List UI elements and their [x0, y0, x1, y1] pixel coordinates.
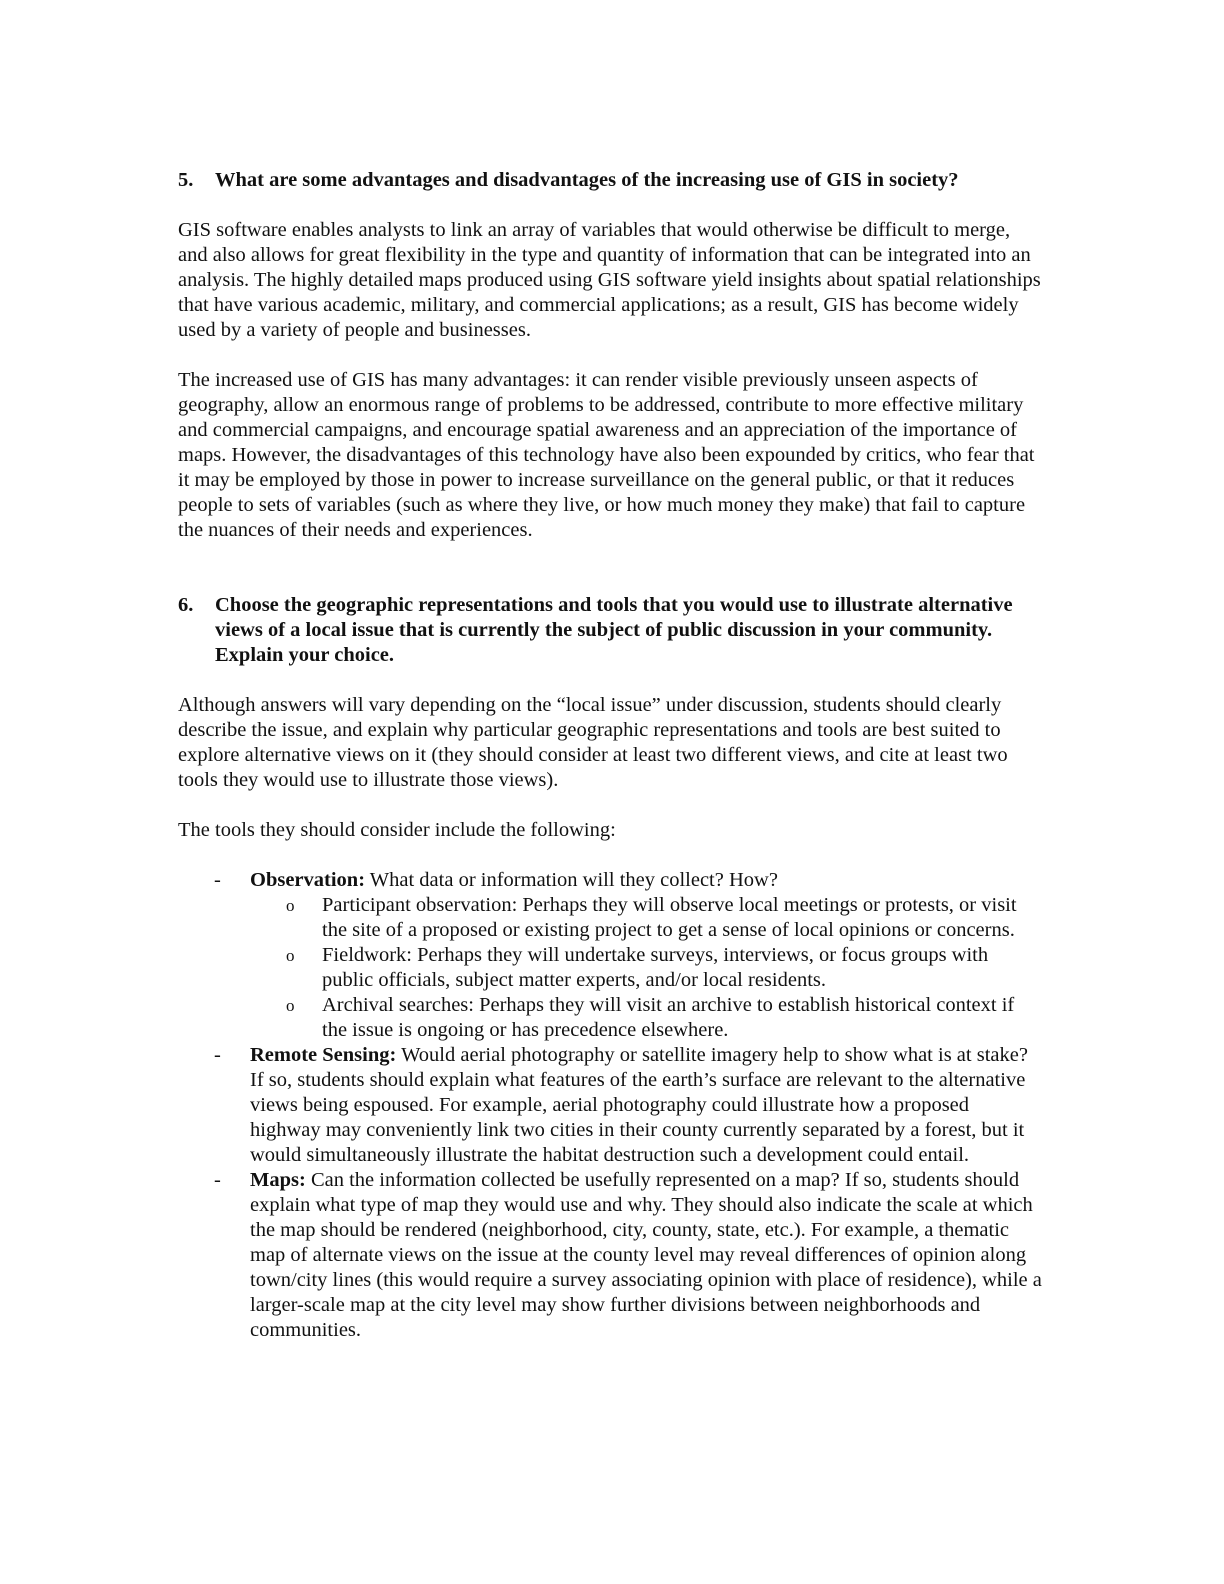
- question-number: 6.: [178, 594, 194, 616]
- tool-description: What data or information will they collect? How?: [365, 869, 778, 891]
- question-text: Choose the geographic representations and tools that you would use to illustrate alternative views of a local issue that is currently the subject of public discussion in your community. Explain your choice.: [215, 594, 1013, 666]
- sub-item-text: Participant observation: Perhaps they will observe local meetings or protests, or visit the site of a proposed or existing project to get a sense of local opinions or concerns.: [322, 894, 1017, 941]
- question-number: 5.: [178, 169, 194, 191]
- tools-list: [178, 868, 1044, 1343]
- tool-description: Can the information collected be usefully represented on a map? If so, students should explain what type of map they would use and why. They should also indicate the scale at which the map should be rendered (neighborhood, city, county, state, etc.). For example, a thematic map of alternate views on the issue at the county level may reveal differences of opinion along town/city lines (this would require a survey associating opinion with place of residence), while a larger-scale map at the city level may show further divisions between neighborhoods and communities.: [250, 1169, 1042, 1341]
- question-text: What are some advantages and disadvantages of the increasing use of GIS in society?: [215, 169, 959, 191]
- circle-bullet: o: [286, 896, 295, 915]
- dash-bullet: -: [214, 869, 221, 891]
- observation-sublist: [250, 893, 1044, 1043]
- answer-6-paragraph-1: Although answers will vary depending on the “local issue” under discussion, students should clearly describe the issue, and explain why particular geographic representations and tools are best suited to explore alternative views on it (they should consider at least two different views, and cite at least two tools they would use to illustrate those views).: [178, 694, 1008, 791]
- list-item: [178, 1168, 1044, 1343]
- dash-bullet: -: [214, 1044, 221, 1066]
- list-item: [178, 1043, 1044, 1168]
- list-item: [250, 993, 1044, 1043]
- tool-description: Would aerial photography or satellite imagery help to show what is at stake? If so, students should explain what features of the earth’s surface are relevant to the alternative views being espoused. For example, aerial photography could illustrate how a proposed highway may conveniently link two cities in their county currently separated by a forest, but it would simultaneously illustrate the habitat destruction such a development could entail.: [250, 1044, 1028, 1166]
- list-item: [250, 893, 1044, 943]
- sub-item-text: Archival searches: Perhaps they will visit an archive to establish historical context if the issue is ongoing or has precedence elsewhere.: [322, 994, 1015, 1041]
- tool-title: Observation:: [250, 869, 366, 891]
- tool-title: Remote Sensing:: [250, 1044, 397, 1066]
- dash-bullet: -: [214, 1169, 221, 1191]
- circle-bullet: o: [286, 946, 295, 965]
- circle-bullet: o: [286, 996, 295, 1015]
- document-page: [178, 168, 1044, 1343]
- list-item: [178, 868, 1044, 1043]
- sub-item-text: Fieldwork: Perhaps they will undertake surveys, interviews, or focus groups with public officials, subject matter experts, and/or local residents.: [322, 944, 989, 991]
- list-item: [250, 943, 1044, 993]
- answer-5-paragraph-2: The increased use of GIS has many advantages: it can render visible previously unseen aspects of geography, allow an enormous range of problems to be addressed, contribute to more effective military and commercial campaigns, and encourage spatial awareness and an appreciation of the importance of maps. However, the disadvantages of this technology have also been expounded by critics, who fear that it may be employed by those in power to increase surveillance on the general public, or that it reduces people to sets of variables (such as where they live, or how much money they make) that fail to capture the nuances of their needs and experiences.: [178, 369, 1035, 541]
- question-5-heading: [178, 168, 1044, 193]
- answer-6-paragraph-2: The tools they should consider include the following:: [178, 819, 616, 841]
- answer-5-paragraph-1: GIS software enables analysts to link an array of variables that would otherwise be difficult to merge, and also allows for great flexibility in the type and quantity of information that can be integrated into an analysis. The highly detailed maps produced using GIS software yield insights about spatial relationships that have various academic, military, and commercial applications; as a result, GIS has become widely used by a variety of people and businesses.: [178, 219, 1041, 341]
- question-6-heading: [178, 593, 1044, 668]
- tool-title: Maps:: [250, 1169, 306, 1191]
